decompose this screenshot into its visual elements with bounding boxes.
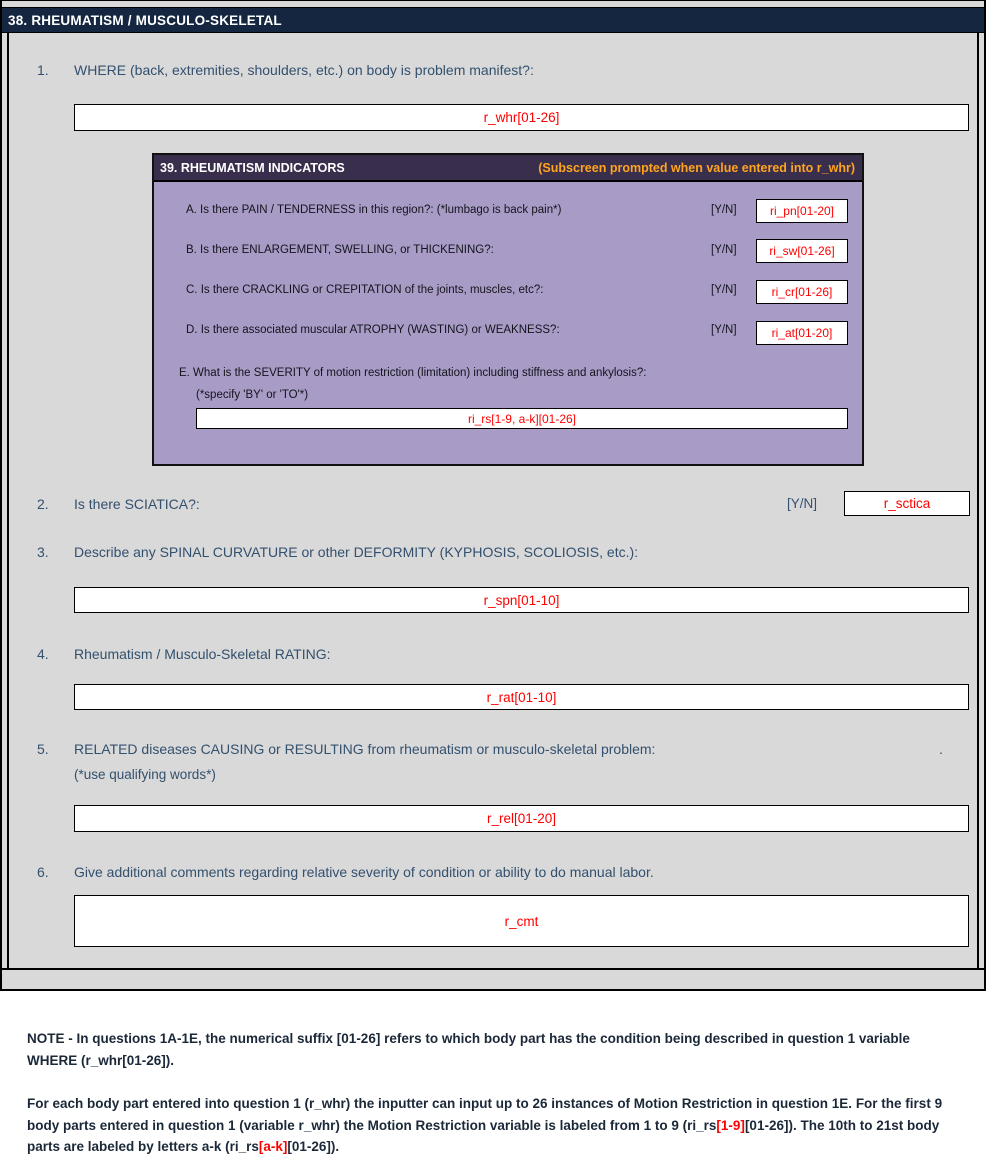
q1-label: WHERE (back, extremities, shoulders, etc.) on body is problem manifest?: [74, 62, 534, 78]
footnote-p2-red-a-k: [a-k] [258, 1139, 288, 1154]
qC-yn-label: [Y/N] [711, 284, 737, 296]
qE-sublabel: (*specify 'BY' or 'TO'*) [196, 389, 309, 401]
field-ri-at[interactable]: ri_at[01-20] [756, 321, 848, 345]
q6-number: 6. [37, 864, 49, 880]
field-ri-pn[interactable]: ri_pn[01-20] [756, 199, 848, 223]
qD-label: D. Is there associated muscular ATROPHY (WASTING) or WEAKNESS?: [186, 324, 560, 336]
subscreen-39-body [154, 182, 862, 464]
qC-label: C. Is there CRACKLING or CREPITATION of the joints, muscles, etc?: [186, 284, 544, 296]
field-r-whr[interactable]: r_whr[01-26] [74, 104, 969, 131]
qA-label: A. Is there PAIN / TENDERNESS in this region?: (*lumbago is back pain*) [186, 204, 562, 216]
section-38-titlebar [2, 7, 984, 33]
subscreen-39-titlebar [154, 155, 862, 182]
qB-label: B. Is there ENLARGEMENT, SWELLING, or THICKENING?: [186, 244, 494, 256]
q5-number: 5. [37, 741, 49, 757]
field-ri-rs[interactable]: ri_rs[1-9, a-k][01-26] [196, 408, 848, 429]
field-r-rat[interactable]: r_rat[01-10] [74, 684, 969, 710]
subscreen-39-rheumatism-indicators [152, 153, 864, 466]
q2-number: 2. [37, 496, 49, 512]
footnote-p2-segment: [01-26]). [287, 1139, 340, 1154]
window-bottom-strip [2, 968, 984, 987]
footnote-p2-red-1-9: [1-9] [716, 1117, 745, 1133]
q6-label: Give additional comments regarding relative severity of condition or ability to do manual labor. [74, 864, 654, 880]
form-content [7, 33, 979, 968]
q5-trailing-dot: . [939, 741, 943, 757]
field-ri-sw[interactable]: ri_sw[01-26] [756, 239, 848, 263]
q3-number: 3. [37, 544, 49, 560]
field-r-spn[interactable]: r_spn[01-10] [74, 587, 969, 613]
footnote-paragraph-1: NOTE - In questions 1A-1E, the numerical suffix [01-26] refers to which body part has the condition being described in question 1 variable WHERE (r_whr[01-26]). [27, 1031, 910, 1068]
q2-label: Is there SCIATICA?: [74, 496, 200, 512]
qA-yn-label: [Y/N] [711, 204, 737, 216]
footnote-p2-segment: [01-26]). The 10th to 21st body parts are labeled by letters a-k (ri_rs [27, 1117, 940, 1154]
footnote-p2-segment: For each body part entered into question 1 (r_whr) the inputter can input up to 26 instances of Motion Restriction in question 1E. For the first 9 body parts entered in question 1 (variable r_whr) the Motion Restriction variable is labeled from 1 to 9 (ri_rs [27, 1096, 943, 1133]
qD-yn-label: [Y/N] [711, 324, 737, 336]
field-r-rel[interactable]: r_rel[01-20] [74, 805, 969, 832]
q5-label: RELATED diseases CAUSING or RESULTING from rheumatism or musculo-skeletal problem: [74, 741, 656, 757]
qB-yn-label: [Y/N] [711, 244, 737, 256]
q4-number: 4. [37, 646, 49, 662]
subscreen-39-title: 39. RHEUMATISM INDICATORS [160, 160, 345, 175]
q1-number: 1. [37, 62, 49, 78]
footnote-area [27, 1028, 952, 1158]
field-r-cmt[interactable]: r_cmt [74, 895, 969, 947]
q5-sublabel: (*use qualifying words*) [74, 767, 216, 782]
field-r-sctica[interactable]: r_sctica [844, 491, 970, 516]
footnote-paragraph-2 [27, 1093, 952, 1158]
qE-label: E. What is the SEVERITY of motion restriction (limitation) including stiffness and ankylosis?: [179, 367, 647, 379]
q3-label: Describe any SPINAL CURVATURE or other DEFORMITY (KYPHOSIS, SCOLIOSIS, etc.): [74, 544, 639, 560]
subscreen-39-prompt-note: (Subscreen prompted when value entered into r_whr) [538, 160, 855, 175]
q2-yn-label: [Y/N] [787, 496, 818, 511]
field-ri-cr[interactable]: ri_cr[01-26] [756, 280, 848, 304]
section-38-title: 38. RHEUMATISM / MUSCULO-SKELETAL [8, 12, 282, 28]
q4-label: Rheumatism / Musculo-Skeletal RATING: [74, 646, 331, 662]
